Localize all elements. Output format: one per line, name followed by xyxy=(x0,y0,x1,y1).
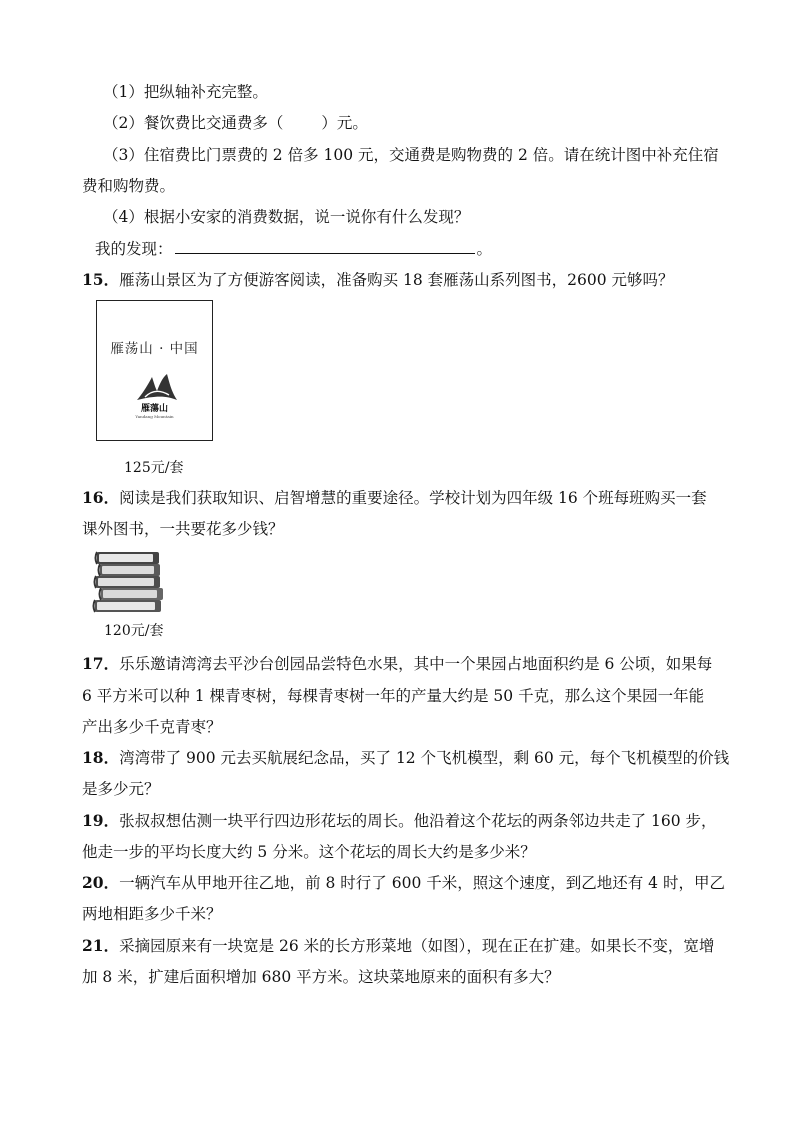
question-20-line-2: 两地相距多少千米？ xyxy=(82,905,222,923)
q14-sub-3-line-1: （3）住宿费比门票费的 2 倍多 100 元，交通费是购物费的 2 倍。请在统计图中补充住宿 xyxy=(103,146,719,164)
question-number: 15． xyxy=(82,270,120,289)
q14-finding xyxy=(95,239,492,259)
yandang-book-cover xyxy=(96,300,213,441)
question-18-line-2: 是多少元？ xyxy=(82,780,160,798)
q15-price-label: 125元/套 xyxy=(124,460,184,476)
finding-label: 我的发现： xyxy=(95,240,173,258)
question-number: 17． xyxy=(82,654,120,673)
question-16-line-1 xyxy=(82,488,707,508)
q14-sub-2-text-pre: （2）餐饮费比交通费多（ xyxy=(103,114,284,132)
question-text: 采摘园原来有一块宽是 26 米的长方形菜地（如图），现在正在扩建。如果长不变，宽增 xyxy=(119,937,715,955)
q14-sub-3-line-2: 费和购物费。 xyxy=(82,177,176,195)
cover-title: 雁荡山 · 中国 xyxy=(110,341,199,357)
question-text: 乐乐邀请湾湾去平沙台创园品尝特色水果，其中一个果园占地面积约是 6 公顷，如果每 xyxy=(119,655,713,673)
question-number: 18． xyxy=(82,748,120,767)
question-text: 一辆汽车从甲地开往乙地，前 8 时行了 600 千米，照这个速度，到乙地还有 4 时，甲乙 xyxy=(119,874,725,892)
question-number: 21． xyxy=(82,936,120,955)
question-19-line-2: 他走一步的平均长度大约 5 分米。这个花坛的周长大约是多少米？ xyxy=(82,843,536,861)
question-text: 张叔叔想估测一块平行四边形花坛的周长。他沿着这个花坛的两条邻边共走了 160 步， xyxy=(119,812,717,830)
yandang-logo-icon xyxy=(97,301,214,442)
cover-logo-subtext: Yandang Mountain xyxy=(135,414,174,419)
finding-answer-line[interactable] xyxy=(175,239,475,254)
question-text: 湾湾带了 900 元去买航展纪念品，买了 12 个飞机模型，剩 60 元，每个飞机模型的价钱 xyxy=(119,749,730,767)
question-20-line-1 xyxy=(82,873,725,893)
question-15 xyxy=(82,270,674,290)
q14-sub-2-text-post: ）元。 xyxy=(321,114,368,132)
q14-sub-1: （1）把纵轴补充完整。 xyxy=(103,83,268,101)
question-21-line-1 xyxy=(82,936,714,956)
q14-sub-2 xyxy=(103,113,368,133)
question-text: 阅读是我们获取知识、启智增慧的重要途径。学校计划为四年级 16 个班每班购买一套 xyxy=(119,489,707,507)
question-text: 雁荡山景区为了方便游客阅读，准备购买 18 套雁荡山系列图书，2600 元够吗？ xyxy=(119,271,674,289)
question-17-line-2: 6 平方米可以种 1 棵青枣树，每棵青枣树一年的产量大约是 50 千克，那么这个果园一年能 xyxy=(82,687,705,705)
q14-sub-4: （4）根据小安家的消费数据，说一说你有什么发现？ xyxy=(103,208,470,226)
q16-price-label: 120元/套 xyxy=(104,623,164,639)
question-21-line-2: 加 8 米，扩建后面积增加 680 平方米。这块菜地原来的面积有多大？ xyxy=(82,968,560,986)
cover-logo-text: 雁蕩山 xyxy=(140,404,168,414)
question-17-line-3: 产出多少千克青枣？ xyxy=(82,718,222,736)
finding-end: 。 xyxy=(476,240,493,258)
question-18-line-1 xyxy=(82,748,729,768)
question-16-line-2: 课外图书，一共要花多少钱？ xyxy=(82,520,284,538)
question-number: 16． xyxy=(82,488,120,507)
question-number: 19． xyxy=(82,811,120,830)
books-stack-icon xyxy=(92,548,172,618)
question-19-line-1 xyxy=(82,811,717,831)
question-17-line-1 xyxy=(82,654,712,674)
question-number: 20． xyxy=(82,873,120,892)
